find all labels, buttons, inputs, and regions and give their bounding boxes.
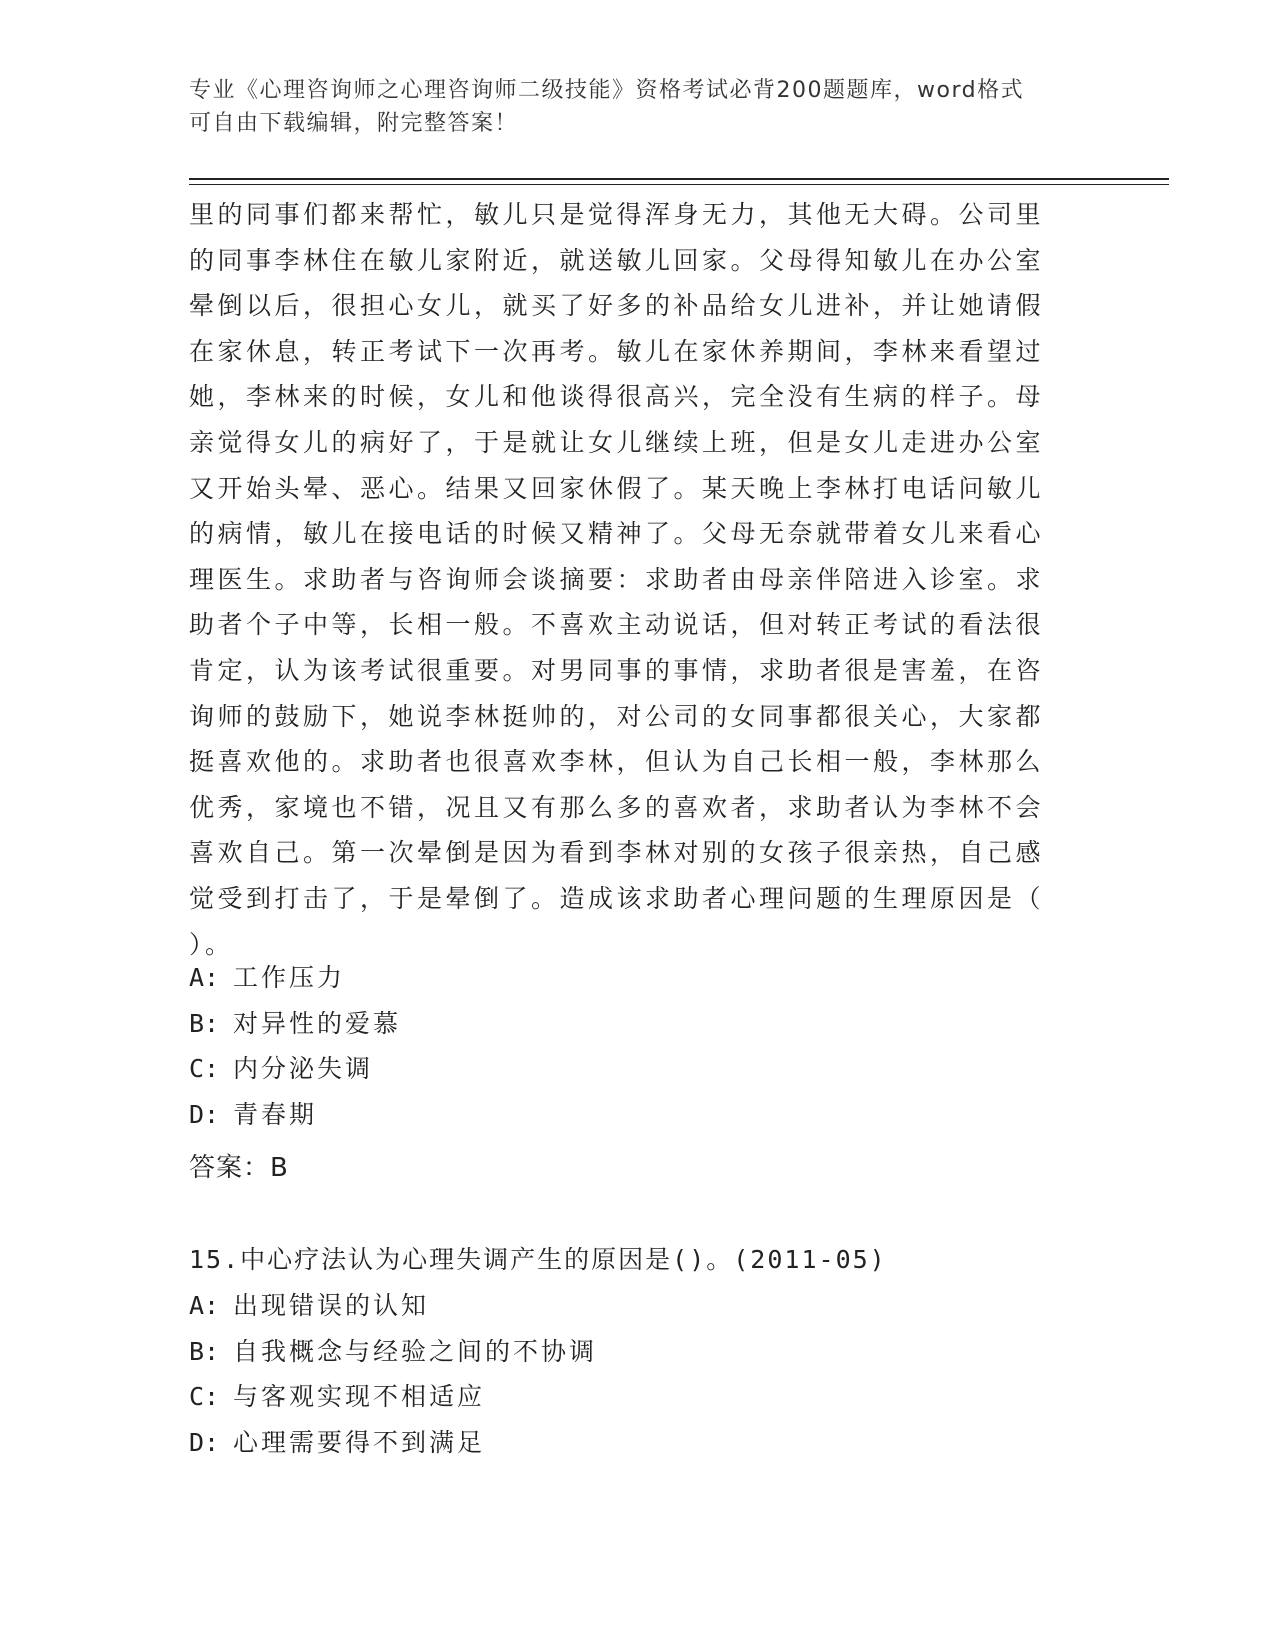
passage-line: ）。 [189,929,234,959]
option-letter: B: [189,1336,220,1366]
option-text: 工作压力 [233,963,346,992]
passage-line: 里的同事们都来帮忙，敏儿只是觉得浑身无力，其他无大碍。公司里 [189,200,1045,229]
header-title-line-1: 专业《心理咨询师之心理咨询师二级技能》资格考试必背200题题库，word格式 [189,78,1025,103]
option-letter: A: [189,1291,220,1320]
passage-line: 在家休息，转正考试下一次再考。敏儿在家休养期间，李林来看望过 [189,336,1045,366]
document-header [189,74,1069,140]
option-text: 青春期 [233,1099,318,1129]
passage-line: 助者个子中等，长相一般。不喜欢主动说话，但对转正考试的看法很 [189,610,1045,640]
passage-line: 的同事李林住在敏儿家附近，就送敏儿回家。父母得知敏儿在办公室 [189,245,1045,275]
q15-option-d [189,1420,1069,1466]
q15-option-a [189,1283,1069,1329]
q14-option-b [189,1001,1069,1047]
passage-line: 挺喜欢他的。求助者也很喜欢李林，但认为自己长相一般，李林那么 [189,747,1045,777]
passage-line: 晕倒以后，很担心女儿，就买了好多的补品给女儿进补，并让她请假 [189,291,1045,321]
q15-option-b [189,1329,1069,1375]
passage-line: 优秀，家境也不错，况且又有那么多的喜欢者，求助者认为李林不会 [189,792,1045,822]
q14-option-d [189,1092,1069,1138]
passage-line: 肯定，认为该考试很重要。对男同事的事情，求助者很是害羞，在咨 [189,655,1045,685]
option-text: 自我概念与经验之间的不协调 [233,1336,598,1366]
passage-line: 喜欢自己。第一次晕倒是因为看到李林对别的女孩子很亲热，自己感 [189,838,1045,868]
passage-line: 又开始头晕、恶心。结果又回家休假了。某天晚上李林打电话问敏儿 [189,473,1045,503]
option-text: 对异性的爱慕 [233,1008,402,1038]
q14-answer: 答案：B [189,1153,289,1183]
option-text: 与客观实现不相适应 [233,1382,486,1412]
option-letter: A: [189,963,220,992]
passage-line: 亲觉得女儿的病好了，于是就让女儿继续上班，但是女儿走进办公室 [189,427,1045,457]
q15-options [189,1283,1069,1465]
passage-line: 询师的鼓励下，她说李林挺帅的，对公司的女同事都很关心，大家都 [189,701,1045,731]
passage-line: 理医生。求助者与咨询师会谈摘要：求助者由母亲伴陪进入诊室。求 [189,564,1045,594]
q15-stem: 15.中心疗法认为心理失调产生的原因是()。(2011-05) [189,1245,887,1274]
case-passage [189,192,1069,967]
q14-options [189,955,1069,1137]
passage-line: 她，李林来的时候，女儿和他谈得很高兴，完全没有生病的样子。母 [189,382,1045,412]
option-text: 心理需要得不到满足 [233,1427,486,1457]
option-letter: D: [189,1099,220,1129]
passage-line: 的病情，敏儿在接电话的时候又精神了。父母无奈就带着女儿来看心 [189,519,1045,549]
header-rule-thick [189,178,1169,180]
option-letter: C: [189,1054,220,1084]
option-letter: B: [189,1008,220,1038]
passage-line: 觉受到打击了，于是晕倒了。造成该求助者心理问题的生理原因是（ [189,883,1045,913]
option-letter: D: [189,1427,220,1457]
option-text: 出现错误的认知 [233,1291,430,1320]
q15-option-c [189,1374,1069,1420]
q14-option-c [189,1046,1069,1092]
option-letter: C: [189,1382,220,1412]
option-text: 内分泌失调 [233,1054,374,1084]
q14-option-a [189,955,1069,1001]
header-rule-thin [189,184,1169,185]
header-title-line-2: 可自由下载编辑，附完整答案！ [189,111,519,136]
